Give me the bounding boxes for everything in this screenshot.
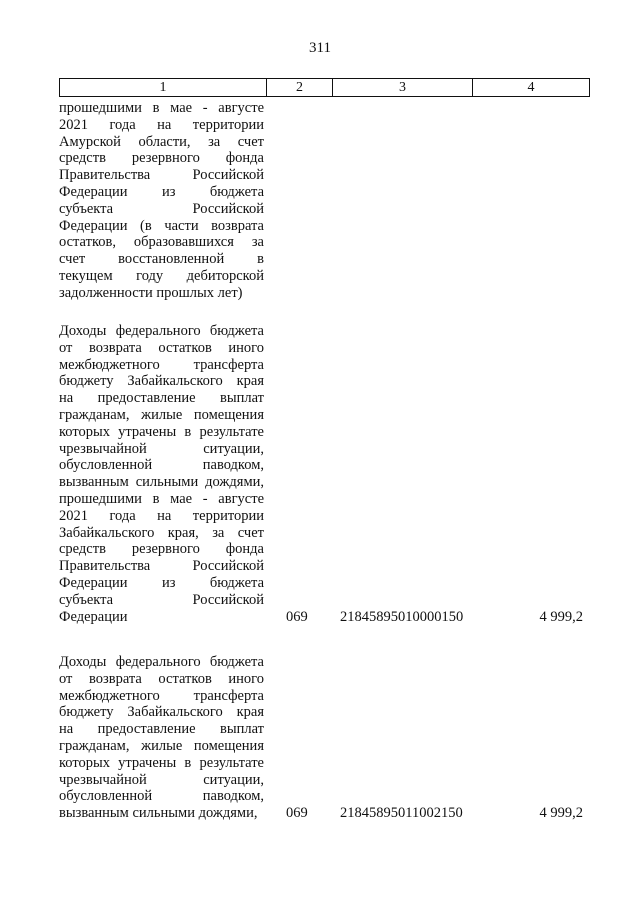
column-number-3: 3 <box>333 79 473 97</box>
description-line: которых утрачены в результате <box>59 423 264 440</box>
description-line: 2021 года на территории <box>59 116 264 133</box>
description-line: задолженности прошлых лет) <box>59 284 243 301</box>
description-line: на предоставление выплат <box>59 721 264 738</box>
description-line: Правительства Российской <box>59 167 264 184</box>
description-line: чрезвычайной ситуации, <box>59 771 264 788</box>
description-line: Доходы федерального бюджета <box>59 323 264 339</box>
description-line: текущем году дебиторской <box>59 267 264 284</box>
description-line: вызванным сильными дождями, <box>59 474 264 491</box>
description-line: обусловленной паводком, <box>59 457 264 474</box>
description-line: межбюджетного трансферта <box>59 687 264 704</box>
description-line: средств резервного фонда <box>59 150 264 167</box>
column-header-row <box>59 78 590 97</box>
description-line: от возврата остатков иного <box>59 339 264 356</box>
description-line: гражданам, жилые помещения <box>59 737 264 754</box>
description-line: Федерации <box>59 608 128 625</box>
description-line: прошедшими в мае - августе <box>59 100 264 116</box>
page-number: 311 <box>309 40 331 56</box>
description-line: Правительства Российской <box>59 558 264 575</box>
description-line: прошедшими в мае - августе <box>59 490 264 507</box>
row-1-description <box>59 323 264 625</box>
description-line: обусловленной паводком, <box>59 788 264 805</box>
description-line: Федерации (в части возврата <box>59 217 264 234</box>
description-line: 2021 года на территории <box>59 507 264 524</box>
description-line: которых утрачены в результате <box>59 754 264 771</box>
description-line: бюджету Забайкальского края <box>59 373 264 390</box>
description-line: субъекта Российской <box>59 200 264 217</box>
description-line: средств резервного фонда <box>59 541 264 558</box>
description-line: чрезвычайной ситуации, <box>59 440 264 457</box>
row-2-kbk-code: 21845895011002150 <box>340 805 463 821</box>
description-line: на предоставление выплат <box>59 390 264 407</box>
column-number-2: 2 <box>267 79 333 97</box>
description-line: межбюджетного трансферта <box>59 356 264 373</box>
description-line: Доходы федерального бюджета <box>59 654 264 670</box>
row-2-description <box>59 654 264 822</box>
row-0-description <box>59 100 264 302</box>
row-2-amount: 4 999,2 <box>539 805 583 821</box>
description-line: Федерации из бюджета <box>59 574 264 591</box>
description-line: бюджету Забайкальского края <box>59 704 264 721</box>
description-line: от возврата остатков иного <box>59 670 264 687</box>
column-number-4: 4 <box>473 79 590 97</box>
description-line: вызванным сильными дождями, <box>59 805 258 822</box>
description-line: счет восстановленной в <box>59 251 264 268</box>
description-line: Федерации из бюджета <box>59 183 264 200</box>
row-2-admin-code: 069 <box>286 805 308 821</box>
column-number-1: 1 <box>60 79 267 97</box>
row-1-admin-code: 069 <box>286 609 308 625</box>
row-1-kbk-code: 21845895010000150 <box>340 609 464 625</box>
description-line: остатков, образовавшихся за <box>59 234 264 251</box>
description-line: Амурской области, за счет <box>59 133 264 150</box>
description-line: субъекта Российской <box>59 591 264 608</box>
description-line: Забайкальского края, за счет <box>59 524 264 541</box>
description-line: гражданам, жилые помещения <box>59 406 264 423</box>
row-1-amount: 4 999,2 <box>539 609 583 625</box>
